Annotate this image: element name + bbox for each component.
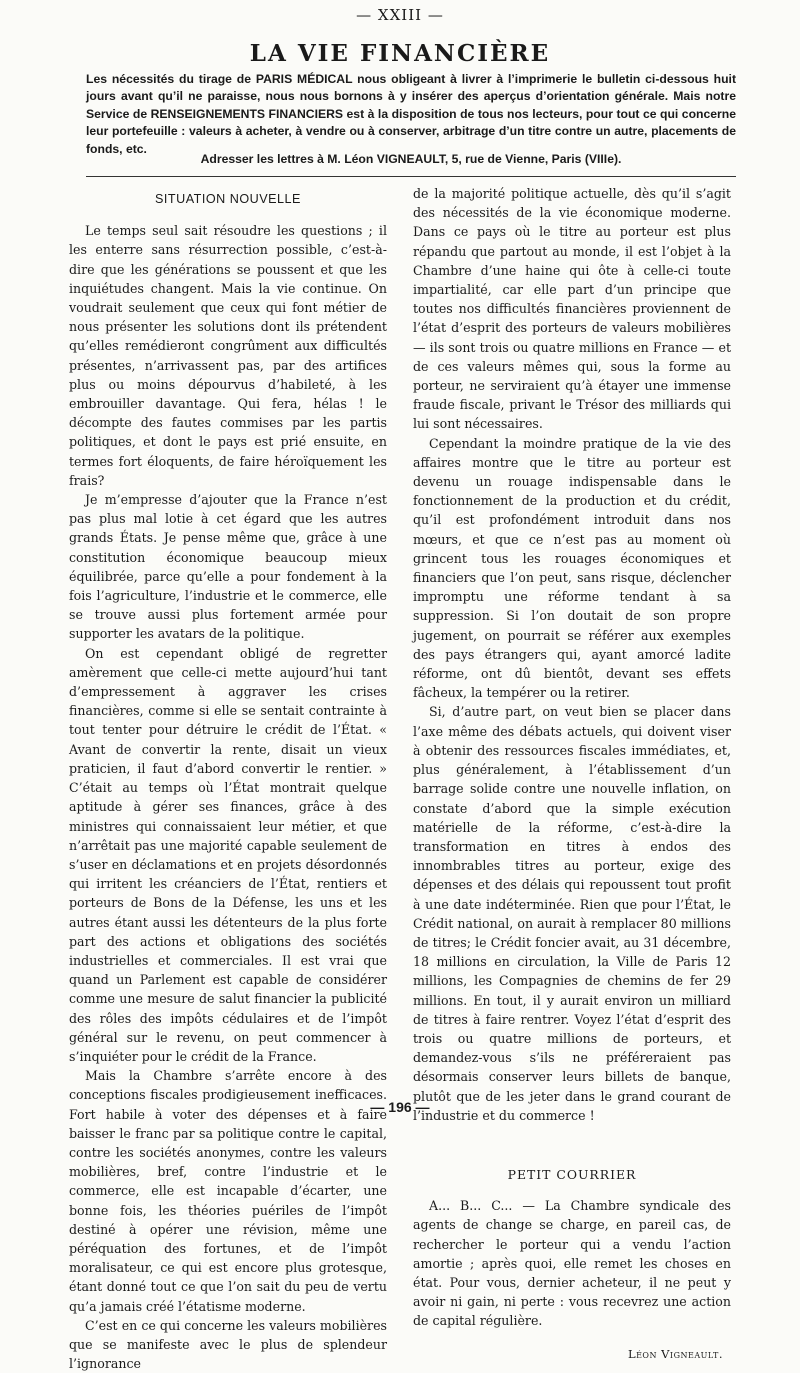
article-paragraph: Je m’empresse d’ajouter que la France n’est pas plus mal lotie à cet égard que les autres grands États. Je pense même que, grâce à une constitution économique beaucoup mieux équilibrée, parce qu’elle a pour fondement à la fois l’agriculture, l’industrie et le commerce, elle se trouve aussi plus fortement armée pour supporter les avatars de la politique.: [69, 492, 387, 642]
intro-notice: Les nécessités du tirage de PARIS MÉDICAL nous obligeant à livrer à l’imprimerie le bulletin ci-dessous huit jours avant qu’il ne paraisse, nous nous bornons à y insérer des aperçus d’orientation générale. Mais notre Service de RENSEIGNEMENTS FINANCIERS est à la disposition de tous nos lecteurs, pour tout ce qui concerne leur portefeuille : valeurs à acheter, à vendre ou à conserver, arbitrage d’un titre contre un autre, placements de fonds, etc.: [86, 72, 736, 156]
author-signature: Léon Vigneault.: [627, 1346, 723, 1361]
header-divider: [86, 176, 736, 177]
right-column: [413, 184, 731, 1364]
article-paragraph: Cependant la moindre pratique de la vie des affaires montre que le titre au porteur est devenu un rouage indispensable dans le fonctionnement de la production et du crédit, qu’il est profondément introduit dans nos mœurs, et que ce n’est pas au moment où grincent tous les rouages économiques et financiers que l’on peut, sans risque, déclencher impromptu une réforme tendant à sa suppression. Si l’on doutait de son propre jugement, on pourrait se référer aux exemples des pays étrangers qui, ayant amorcé ladite réforme, ont dû bientôt, devant ses effets fâcheux, la tempérer ou la retirer.: [413, 435, 731, 701]
left-column: [69, 186, 387, 1373]
article-paragraph: Mais la Chambre s’arrête encore à des conceptions fiscales prodigieusement inefficaces. Fort habile à voter des dépenses et à faire baisser le franc par sa politique contre le capital, contre les sociétés anonymes, contre les valeurs mobilières, bref, contre l’industrie et le commerce, elle est incapable d’écarter, une bonne fois, les théories puériles de l’impôt destiné à opérer une révision, même une péréquation des fortunes, et de l’impôt moralisateur, ce qui est encore plus grotesque, étant donné tout ce que l’on sait du peu de vertu qu’a jamais créé l’étatisme moderne.: [69, 1068, 387, 1314]
section-title: LA VIE FINANCIÈRE: [249, 40, 551, 67]
article-paragraph: On est cependant obligé de regretter amèrement que celle-ci mette aujourd’hui tant d’empressement à aggraver les crises financières, comme si elle se sentait contrainte à tout tenter pour détruire le crédit de l’État. « Avant de convertir la rente, disait un vieux praticien, il faut d’abord convertir le rentier. » C’était au temps où l’État montrait quelque aptitude à gérer ses finances, grâce à des ministres qui connaissaient leur métier, et que n’arrêtait pas une majorité capable seulement de s’user en déclamations et en projets désordonnés qui irritent les créanciers de l’État, rentiers et porteurs de Bons de la Défense, les uns et les autres étant aussi les détenteurs de la plus forte part des actions et obligations des sociétés industrielles et commerciales. Il est vrai que quand un Parlement est capable de considérer comme une mesure de salut financier la publicité des rôles des impôts cédulaires et de l’impôt général sur le revenu, on peut commencer à s’inquiéter pour le crédit de la France.: [69, 645, 387, 1064]
page-number: — 196 —: [370, 1099, 430, 1115]
address-line: Adresser les lettres à M. Léon VIGNEAULT, 5, rue de Vienne, Paris (VIIIe).: [200, 152, 622, 166]
petit-courrier-text: A... B... C... — La Chambre syndicale des agents de change se charge, en pareil cas, de rechercher le porteur qui a vendu l’action amortie ; après quoi, elle remet les choses en état. Pour vous, dernier acheteur, il ne peut y avoir ni gain, ni perte : vous recevrez une action de capital régulière.: [413, 1198, 731, 1329]
article-heading: SITUATION NOUVELLE: [155, 192, 301, 206]
petit-courrier-heading: PETIT COURRIER: [507, 1166, 637, 1182]
article-paragraph: de la majorité politique actuelle, dès qu’il s’agit des nécessités de la vie économique moderne. Dans ce pays où le titre au porteur est plus répandu que partout au monde, il est l’objet à la Chambre d’une haine qui ôte à celle-ci toute impartialité, car elle part d’un principe que toutes nos difficultés financières proviennent de l’état d’esprit des porteurs de valeurs mobilières — ils sont trois ou quatre millions en France — et de ces valeurs mêmes qui, sous la forme au porteur, ne serviraient qu’à étayer une immense fraude fiscale, privant le Trésor des milliards qui lui sont nécessaires.: [413, 186, 731, 432]
article-paragraph: Si, d’autre part, on veut bien se placer dans l’axe même des débats actuels, qui doivent viser à obtenir des ressources fiscales immédiates, et, plus généralement, à l’établissement d’un barrage solide contre une nouvelle inflation, on constate d’abord que la simple exécution matérielle de la réforme, c’est-à-dire la transformation en titres à endos des innombrables titres au porteur, exige des dépenses et des délais qui repoussent tout profit à une date indéterminée. Rien que pour l’État, le Crédit national, on aurait à remplacer 80 millions de titres; le Crédit foncier avait, au 31 décembre, 18 millions en circulation, la Ville de Paris 12 millions, les Compagnies de chemins de fer 29 millions. En tout, il y aurait environ un milliard de titres à faire rentrer. Voyez l’état d’esprit des trois ou quatre millions de porteurs, et demandez-vous s’ils ne préféreraient pas désormais conserver leurs billets de banque, plutôt que de les jeter dans le grand courant de l’industrie et du commerce !: [413, 704, 731, 1123]
article-paragraph: C’est en ce qui concerne les valeurs mobilières que se manifeste avec le plus de splendeur l’ignorance: [69, 1317, 387, 1372]
article-paragraph: Le temps seul sait résoudre les questions ; il les enterre sans résurrection possible, c’est-à-dire que les générations se poussent et que les inquiétudes changent. Mais la vie continue. On voudrait seulement que ceux qui font métier de nous présenter les solutions dont ils prétendent qu’elles remédieront congrûment aux difficultés présentes, n’arrivassent pas, par des artifices plus ou moins dépourvus d’habileté, à les embrouiller davantage. Qui fera, hélas ! le décompte des fautes commises par les partis politiques, et dont le pays est prié ensuite, en termes fort éloquents, de faire héroïquement les frais?: [69, 223, 387, 488]
page-number-roman: — XXIII —: [356, 6, 444, 24]
